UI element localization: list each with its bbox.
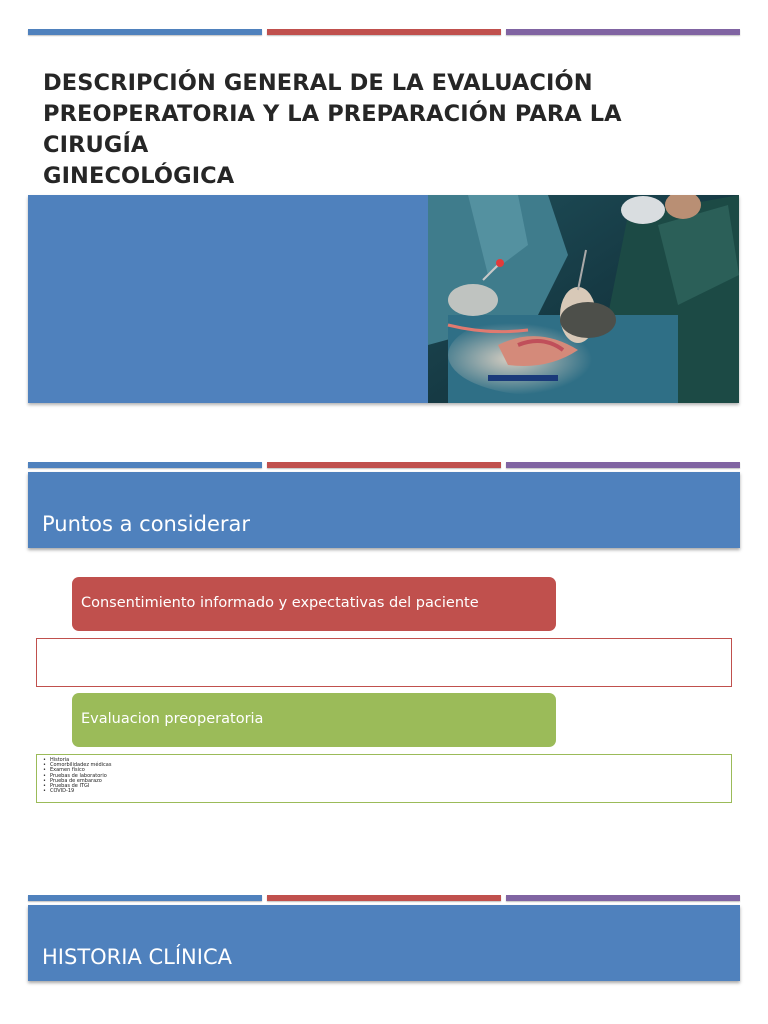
list-item: • Pruebas de ITGI (43, 784, 111, 789)
consent-detail-box (36, 638, 732, 687)
surgery-photo (428, 195, 739, 403)
preop-detail-box (36, 754, 732, 803)
accent-stripes (28, 29, 740, 36)
slide-title-line-1: DESCRIPCIÓN GENERAL DE LA EVALUACIÓN (43, 70, 593, 96)
list-item: • Historia (43, 758, 111, 763)
section-header (28, 905, 740, 981)
section-header-title: HISTORIA CLÍNICA (42, 945, 232, 969)
list-item: • Pruebas de laboratorio (43, 774, 111, 779)
list-item: • Comorbilidadez médicas (43, 763, 111, 768)
list-item: • Examen físico (43, 768, 111, 773)
stripe-red (267, 29, 501, 35)
section-header (28, 472, 740, 548)
list-item: • COVID-19 (43, 789, 111, 794)
preop-item (72, 693, 556, 747)
stripe-purple (506, 29, 740, 35)
section-header-title: Puntos a considerar (42, 512, 251, 536)
preop-sublist (43, 758, 111, 794)
hero-banner (28, 195, 739, 403)
hero-color-block (28, 195, 428, 403)
stripe-blue (28, 895, 262, 901)
accent-stripes (28, 895, 740, 902)
consent-item-label: Consentimiento informado y expectativas del paciente (81, 595, 479, 611)
accent-stripes (28, 462, 740, 469)
slide-title (43, 68, 733, 192)
preop-item-label: Evaluacion preoperatoria (81, 711, 264, 727)
stripe-blue (28, 462, 262, 468)
stripe-blue (28, 29, 262, 35)
slide-title-line-3: GINECOLÓGICA (43, 163, 235, 189)
stripe-purple (506, 895, 740, 901)
consent-item (72, 577, 556, 631)
stripe-red (267, 895, 501, 901)
stripe-red (267, 462, 501, 468)
slide-title-line-2: PREOPERATORIA Y LA PREPARACIÓN PARA LA CIRUGÍA (43, 101, 622, 158)
list-item: • Prueba de embarazo (43, 779, 111, 784)
stripe-purple (506, 462, 740, 468)
